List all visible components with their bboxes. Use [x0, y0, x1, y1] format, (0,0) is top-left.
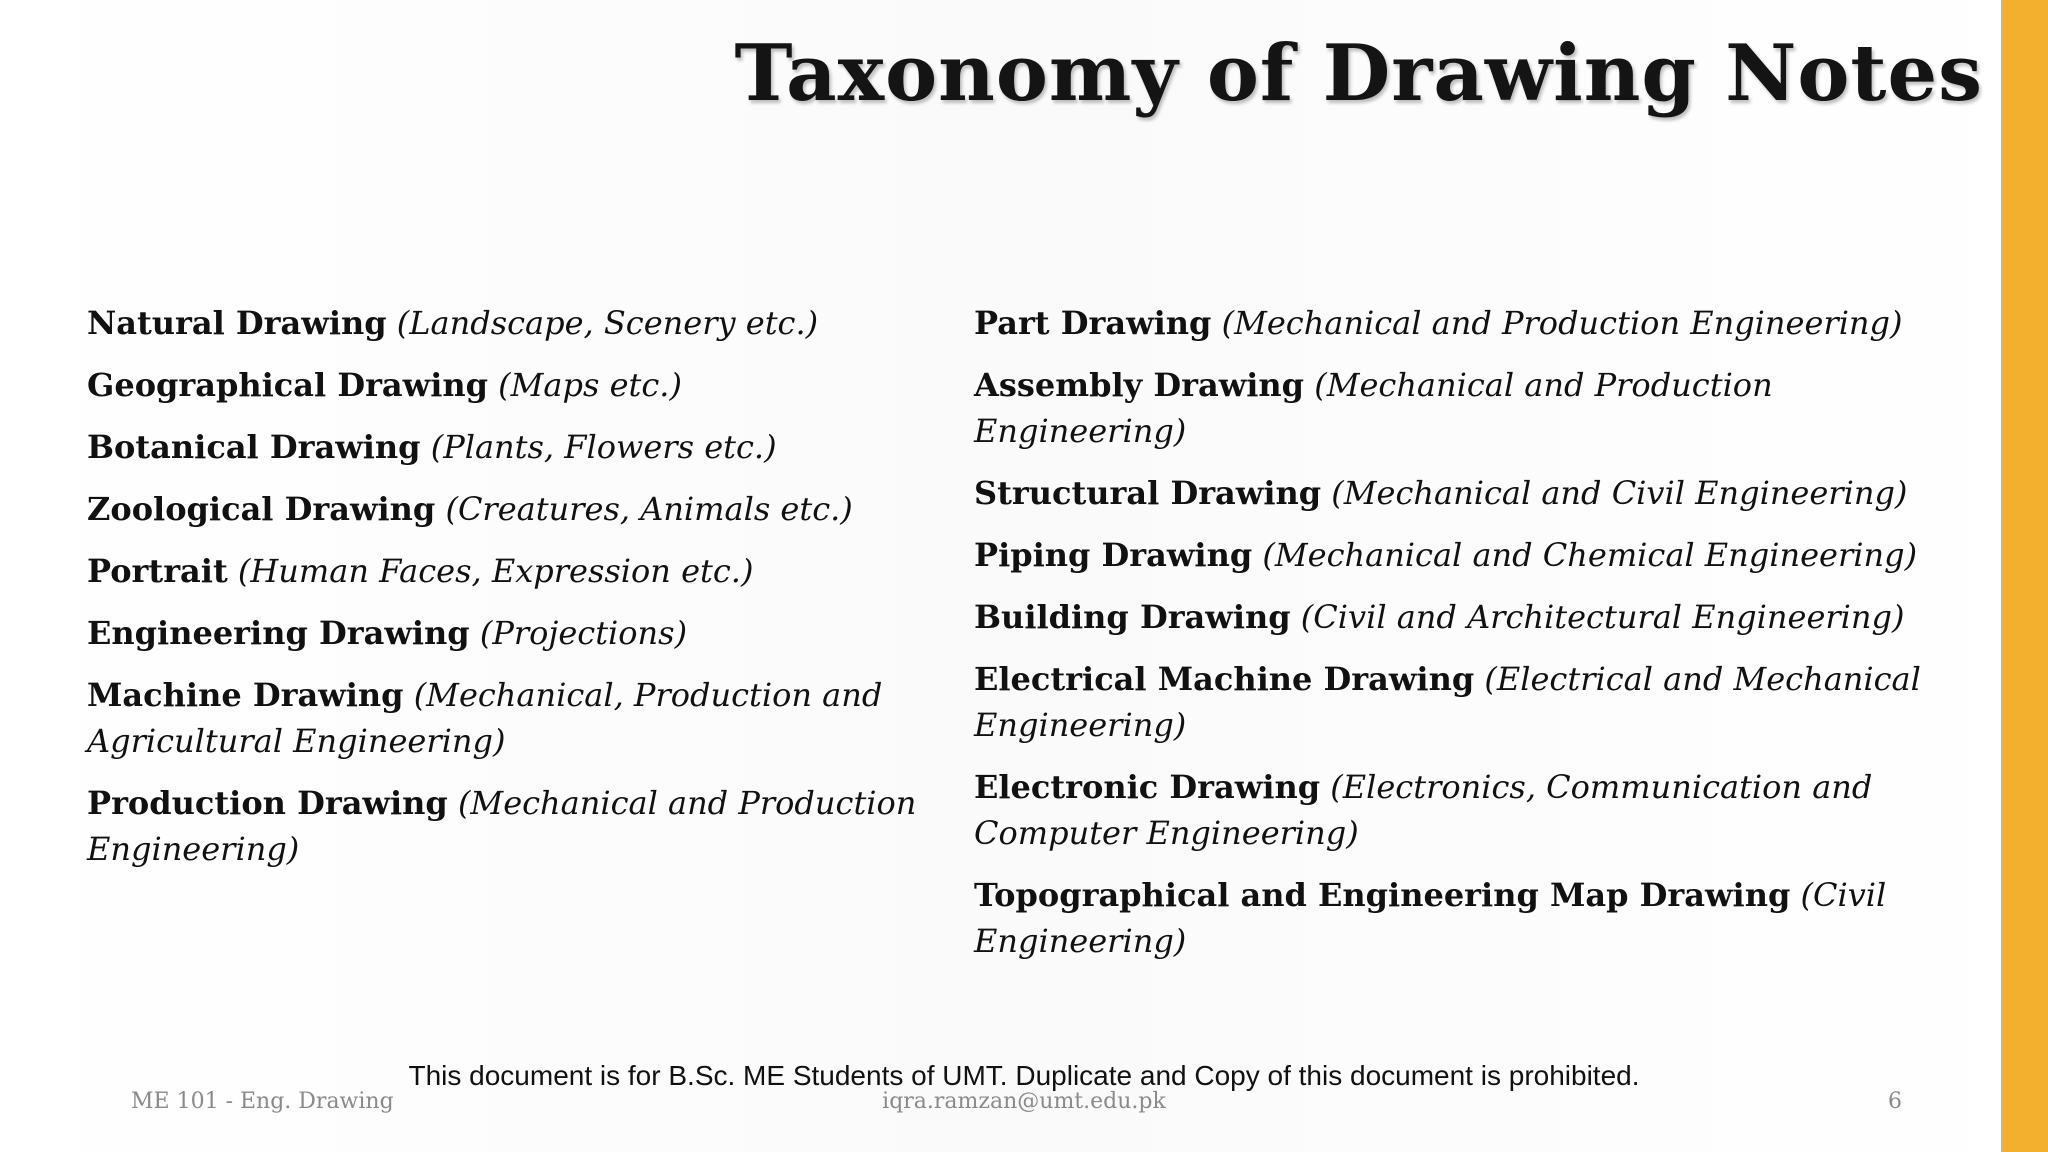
page-number: 6	[1888, 1089, 1902, 1114]
item-detail: (Mechanical and Chemical Engineering)	[1262, 536, 1918, 574]
item-name: Portrait	[87, 552, 228, 590]
item-detail: (Landscape, Scenery etc.)	[396, 304, 819, 342]
list-item	[974, 362, 1974, 454]
list-item	[87, 486, 937, 532]
item-name: Machine Drawing	[87, 676, 404, 714]
item-name: Electrical Machine Drawing	[974, 660, 1475, 698]
list-item	[87, 780, 937, 872]
list-item	[974, 656, 1974, 748]
item-name: Structural Drawing	[974, 474, 1322, 512]
list-item	[87, 672, 937, 764]
item-name: Botanical Drawing	[87, 428, 421, 466]
item-name: Building Drawing	[974, 598, 1291, 636]
item-detail: (Plants, Flowers etc.)	[430, 428, 777, 466]
list-item	[974, 764, 1974, 856]
item-name: Geographical Drawing	[87, 366, 488, 404]
item-name: Production Drawing	[87, 784, 448, 822]
item-detail: (Maps etc.)	[498, 366, 682, 404]
item-detail: (Electrical and Mechanical Engineering)	[974, 660, 1921, 744]
list-item	[87, 300, 937, 346]
list-item	[974, 300, 1974, 346]
list-item	[974, 470, 1974, 516]
left-column	[87, 300, 937, 888]
item-name: Part Drawing	[974, 304, 1212, 342]
item-detail: (Electronics, Communication and Computer Engineering)	[974, 768, 1873, 852]
list-item	[87, 610, 937, 656]
item-detail: (Projections)	[479, 614, 688, 652]
slide-title: Taxonomy of Drawing Notes	[734, 28, 1983, 119]
item-detail: (Mechanical and Production Engineering)	[974, 366, 1773, 450]
list-item	[87, 362, 937, 408]
accent-bar	[2001, 0, 2048, 1152]
list-item	[974, 872, 1974, 964]
item-name: Electronic Drawing	[974, 768, 1321, 806]
item-name: Zoological Drawing	[87, 490, 436, 528]
item-detail: (Civil and Architectural Engineering)	[1300, 598, 1905, 636]
item-detail: (Mechanical and Civil Engineering)	[1331, 474, 1908, 512]
item-name: Piping Drawing	[974, 536, 1253, 574]
item-detail: (Mechanical and Production Engineering)	[87, 784, 917, 868]
list-item	[974, 532, 1974, 578]
footer-email: iqra.ramzan@umt.edu.pk	[882, 1089, 1166, 1114]
item-detail: (Human Faces, Expression etc.)	[237, 552, 754, 590]
item-detail: (Mechanical, Production and Agricultural Engineering)	[87, 676, 883, 760]
item-name: Assembly Drawing	[974, 366, 1305, 404]
item-detail: (Creatures, Animals etc.)	[445, 490, 853, 528]
copyright-notice: This document is for B.Sc. ME Students of UMT. Duplicate and Copy of this document is prohibited.	[408, 1060, 1640, 1091]
item-detail: (Civil Engineering)	[974, 876, 1887, 960]
list-item	[974, 594, 1974, 640]
right-column	[974, 300, 1974, 980]
item-name: Topographical and Engineering Map Drawing	[974, 876, 1791, 914]
list-item	[87, 548, 937, 594]
item-detail: (Mechanical and Production Engineering)	[1221, 304, 1903, 342]
footer-course: ME 101 - Eng. Drawing	[131, 1089, 394, 1114]
list-item	[87, 424, 937, 470]
item-name: Natural Drawing	[87, 304, 387, 342]
item-name: Engineering Drawing	[87, 614, 470, 652]
